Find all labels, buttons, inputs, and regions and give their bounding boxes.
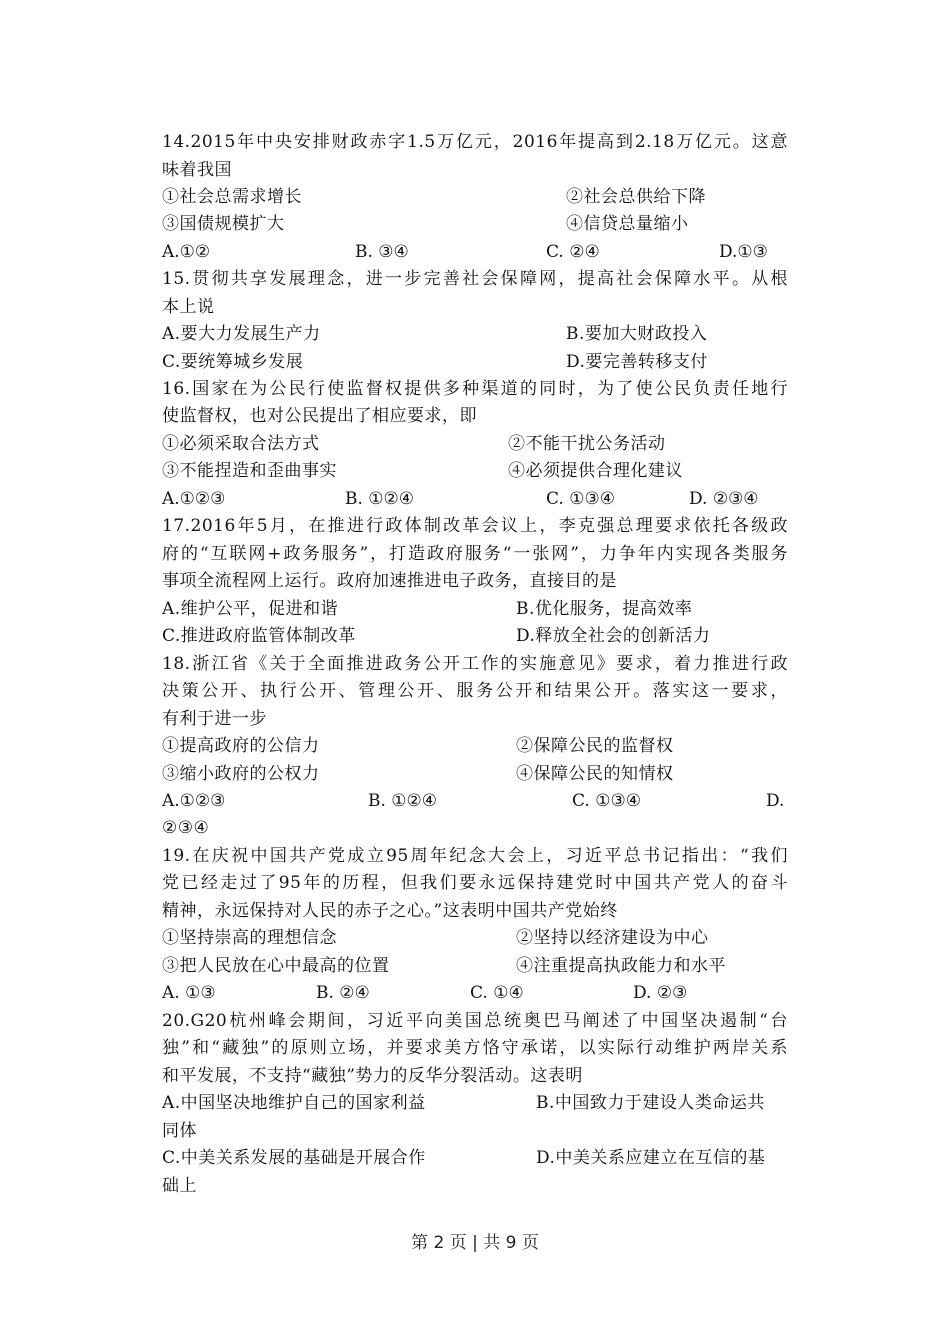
q15-option-a: A.要大力发展生产力 [162,324,321,344]
q14-statement-1: ①社会总需求增长 [162,187,302,207]
q18-option-b: B. ①②④ [368,791,438,811]
q18-option-d-cont: ②③④ [162,818,210,838]
q19-stem: 19.在庆祝中国共产党成立95周年纪念大会上，习近平总书记指出：“我们 [162,846,788,866]
q19-statement-1: ①坚持崇高的理想信念 [162,928,337,948]
q14-statement-3: ③国债规模扩大 [162,214,285,234]
q15-option-d: D.要完善转移支付 [566,352,708,372]
q17-stem-cont: 府的“互联网+政务服务”，打造政府服务“一张网”，力争年内实现各类服务 [162,544,788,564]
q18-statement-4: ④保障公民的知情权 [516,764,674,784]
q19-statement-3: ③把人民放在心中最高的位置 [162,956,390,976]
q20-stem: 20.G20杭州峰会期间，习近平向美国总统奥巴马阐述了中国坚决遏制“台 [162,1011,788,1031]
q18-option-c: C. ①③④ [572,791,641,811]
q14-option-a: A.①② [162,242,211,262]
q20-option-d-cont: 础上 [162,1176,197,1196]
q19-option-a: A. ①③ [162,983,216,1003]
q19-stem-cont: 党已经走过了95年的历程，但我们要永远保持建党时中国共产党人的奋斗 [162,873,788,893]
q16-option-a: A.①②③ [162,489,226,509]
q18-option-a: A.①②③ [162,791,226,811]
q15-stem-cont: 本上说 [162,297,215,317]
q18-statement-1: ①提高政府的公信力 [162,736,320,756]
q14-option-d: D.①③ [719,242,768,262]
q18-option-d: D. [766,791,785,811]
q17-option-d: D.释放全社会的创新活力 [516,626,711,646]
q20-option-b: B.中国致力于建设人类命运共 [536,1093,765,1113]
q19-option-d: D. ②③ [633,983,688,1003]
q20-option-d: D.中美关系应建立在互信的基 [536,1148,766,1168]
q20-option-b-cont: 同体 [162,1121,197,1141]
q15-option-c: C.要统筹城乡发展 [162,352,304,372]
q14-stem-cont: 味着我国 [162,160,232,180]
q15-stem: 15.贯彻共享发展理念，进一步完善社会保障网，提高社会保障水平。从根 [162,269,788,289]
q16-stem: 16.国家在为公民行使监督权提供多种渠道的同时，为了使公民负责任地行 [162,379,788,399]
q18-stem-cont: 决策公开、执行公开、管理公开、服务公开和结果公开。落实这一要求， [162,681,788,701]
q14-statement-4: ④信贷总量缩小 [566,214,689,234]
q18-statement-3: ③缩小政府的公权力 [162,764,320,784]
q20-stem-cont: 独”和“藏独”的原则立场，并要求美方恪守承诺，以实际行动维护两岸关系 [162,1038,788,1058]
q19-option-c: C. ①④ [470,983,524,1003]
q14-option-b: B. ③④ [355,242,409,262]
q17-option-b: B.优化服务，提高效率 [516,599,693,619]
q18-statement-2: ②保障公民的监督权 [516,736,674,756]
q16-statement-3: ③不能捏造和歪曲事实 [162,461,337,481]
q16-stem-cont: 使监督权，也对公民提出了相应要求，即 [162,406,477,426]
q16-statement-2: ②不能干扰公务活动 [508,434,666,454]
q17-option-c: C.推进政府监管体制改革 [162,626,356,646]
q19-statement-4: ④注重提高执政能力和水平 [516,956,726,976]
q16-statement-1: ①必须采取合法方式 [162,434,320,454]
q16-option-b: B. ①②④ [345,489,415,509]
q18-stem: 18.浙江省《关于全面推进政务公开工作的实施意见》要求，着力推进行政 [162,654,788,674]
q19-stem-cont-2: 精神，永远保持对人民的赤子之心。”这表明中国共产党始终 [162,901,618,921]
q16-statement-4: ④必须提供合理化建议 [508,461,683,481]
q20-stem-cont-2: 和平发展，不支持“藏独”势力的反华分裂活动。这表明 [162,1066,583,1086]
q20-option-c: C.中美关系发展的基础是开展合作 [162,1148,426,1168]
q15-option-b: B.要加大财政投入 [566,324,708,344]
page-footer: 第 2 页 | 共 9 页 [411,1233,539,1253]
q17-stem: 17.2016年5月，在推进行政体制改革会议上，李克强总理要求依托各级政 [162,516,788,536]
q16-option-d: D. ②③④ [689,489,759,509]
q17-stem-cont-2: 事项全流程网上运行。政府加速推进电子政务，直接目的是 [162,571,617,591]
q18-stem-cont-2: 有利于进一步 [162,709,267,729]
q17-option-a: A.维护公平，促进和谐 [162,599,339,619]
q16-option-c: C. ①③④ [546,489,615,509]
q19-statement-2: ②坚持以经济建设为中心 [516,928,709,948]
q19-option-b: B. ②④ [316,983,370,1003]
q14-option-c: C. ②④ [546,242,600,262]
q20-option-a: A.中国坚决地维护自己的国家利益 [162,1093,426,1113]
q14-stem: 14.2015年中央安排财政赤字1.5万亿元，2016年提高到2.18万亿元。这意 [162,132,788,152]
q14-statement-2: ②社会总供给下降 [566,187,706,207]
